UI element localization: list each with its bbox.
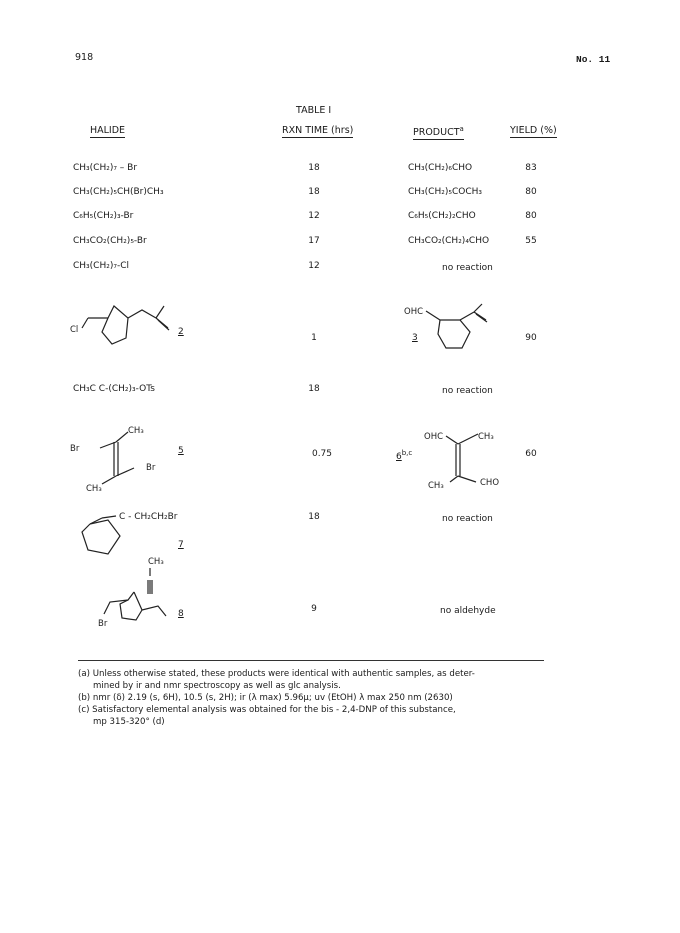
halide-cell: CH₃(CH₂)₅CH(Br)CH₃ <box>73 187 164 197</box>
structure-6 <box>420 426 530 496</box>
time-cell: 18 <box>308 163 320 173</box>
structure-3 <box>400 302 510 362</box>
footnote-b: (b) nmr (δ) 2.19 (s, 6H), 10.5 (s, 2H); ir (λ max) 5.96µ; uv (EtOH) λ max 250 nm (2630) <box>78 693 453 703</box>
footnote-a-line1: (a) Unless otherwise stated, these products were identical with authentic samples, as deter- <box>78 669 475 679</box>
yield-cell: 55 <box>525 236 537 246</box>
bromine-left: Br <box>70 444 80 454</box>
methyl-bottom: CH₃ <box>86 484 102 494</box>
issue-number: No. 11 <box>576 54 611 65</box>
compound-label-2: 2 <box>178 327 184 337</box>
yield-cell: 83 <box>525 163 537 173</box>
yield-cell: 60 <box>525 449 537 459</box>
time-cell: 12 <box>308 261 320 271</box>
structure-5 <box>70 424 190 504</box>
time-cell: 18 <box>308 384 320 394</box>
ohc-group: OHC <box>404 307 424 317</box>
time-cell: 18 <box>308 512 320 522</box>
bromine-right: Br <box>146 463 156 473</box>
footnote-c-line2: mp 315-320° (d) <box>93 717 165 727</box>
time-cell: 0.75 <box>311 449 333 459</box>
structure-2 <box>68 298 188 358</box>
product-cell: CH₃(CH₂)₆CHO <box>408 163 473 173</box>
footnote-c-line1: (c) Satisfactory elemental analysis was obtained for the bis - 2,4-DNP of this substance, <box>78 705 456 715</box>
aldehyde-group: CHO <box>480 478 500 488</box>
halide-cell: CH₃(CH₂)₇ – Br <box>73 163 138 173</box>
ohc-group: OHC <box>424 432 444 442</box>
table-caption: TABLE I <box>296 105 332 116</box>
page-number: 918 <box>75 52 94 63</box>
product-cell: CH₃(CH₂)₅COCH₃ <box>408 187 482 197</box>
chlorine-atom: Cl <box>70 325 79 335</box>
halide-cell: CH₃C C-(CH₂)₃-OTs <box>73 384 155 394</box>
yield-cell: 80 <box>525 211 537 221</box>
yield-cell: 80 <box>525 187 537 197</box>
halide-cell: C₆H₅(CH₂)₃-Br <box>73 211 134 221</box>
header-yield: YIELD (%) <box>510 125 557 136</box>
halide-cell: CH₃CO₂(CH₂)₅-Br <box>73 236 147 246</box>
compound-label-5: 5 <box>178 446 184 456</box>
time-cell: 1 <box>311 333 317 343</box>
bromine-atom: Br <box>98 619 108 629</box>
time-cell: 18 <box>308 187 320 197</box>
product-cell: C₆H₅(CH₂)₂CHO <box>408 211 476 221</box>
header-product: PRODUCT$^a$ <box>413 125 464 139</box>
halide-chain: C - CH₂CH₂Br <box>119 512 178 522</box>
compound-label-3: 3 <box>412 333 418 343</box>
footnote-divider <box>78 660 544 661</box>
halide-cell: CH₃(CH₂)₇-Cl <box>73 261 129 271</box>
compound-label-8: 8 <box>178 609 184 619</box>
compound-label-6: 6$^{b,c}$ <box>396 449 413 462</box>
methyl-bottom: CH₃ <box>428 481 444 491</box>
compound-label-7: 7 <box>178 540 184 550</box>
product-cell: no reaction <box>442 386 493 396</box>
methyl-top: CH₃ <box>128 426 144 436</box>
product-cell: CH₃CO₂(CH₂)₄CHO <box>408 236 490 246</box>
time-cell: 12 <box>308 211 320 221</box>
footnote-a-line2: mined by ir and nmr spectroscopy as well as glc analysis. <box>93 681 341 691</box>
product-cell: no reaction <box>442 514 493 524</box>
methyl-top: CH₃ <box>478 432 494 442</box>
structure-8 <box>90 552 190 632</box>
time-cell: 9 <box>311 604 317 614</box>
product-cell: no aldehyde <box>440 606 496 616</box>
header-halide: HALIDE <box>90 125 126 136</box>
header-rxn-time: RXN TIME (hrs) <box>282 125 354 136</box>
methyl-group: CH₃ <box>148 557 164 567</box>
time-cell: 17 <box>308 236 320 246</box>
product-cell: no reaction <box>442 263 493 273</box>
yield-cell: 90 <box>525 333 537 343</box>
